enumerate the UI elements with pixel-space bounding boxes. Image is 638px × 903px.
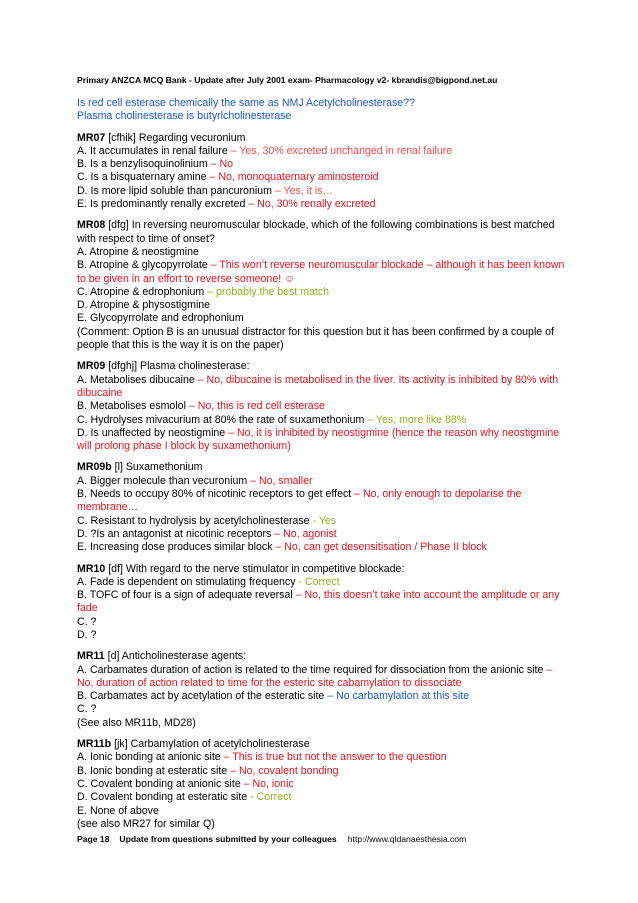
answer-option xyxy=(77,805,567,818)
option-text: A. Carbamates duration of action is related to the time required for dissociation from the anionic site xyxy=(77,663,544,676)
option-text: (see also MR27 for similar Q) xyxy=(77,817,215,830)
intro-question: Is red cell esterase chemically the same as NMJ Acetylcholinesterase?? xyxy=(77,97,415,109)
answer-comment: – Yes, 30% excreted unchanged in renal failure xyxy=(227,144,453,157)
question-block xyxy=(77,555,567,643)
answer-option xyxy=(77,818,567,831)
answer-option xyxy=(77,326,567,353)
option-text: B. Carbamates act by acetylation of the esteratic site xyxy=(77,690,325,703)
answer-option xyxy=(77,690,567,703)
question-block xyxy=(77,642,567,730)
answer-comment: - Yes xyxy=(309,514,337,527)
answer-comment: – No, this doesn’t take into account the amplitude or any fade xyxy=(77,589,560,615)
option-text: B. Needs to occupy 80% of nicotinic receptors to get effect xyxy=(77,488,352,501)
answer-comment: – No, agonist xyxy=(271,527,337,540)
question-block xyxy=(77,453,567,554)
question-stem xyxy=(77,219,567,246)
answer-option xyxy=(77,246,567,259)
answer-comment: – No xyxy=(207,158,234,171)
answer-option xyxy=(77,751,567,764)
option-text: C. Atropine & edrophonium xyxy=(77,285,205,298)
question-id: MR09 xyxy=(77,360,106,373)
answer-option xyxy=(77,778,567,791)
option-text: C. ? xyxy=(77,615,97,628)
answer-option xyxy=(77,488,567,515)
option-text: A. Metabolises dibucaine xyxy=(77,373,195,386)
answer-option xyxy=(77,717,567,730)
answer-comment: – No, it is inhibited by neostigmine (hence the reason why neostigmine will prolong phase I block by suxamethonium) xyxy=(77,426,560,453)
page-header: Primary ANZCA MCQ Bank - Update after July 2001 exam- Pharmacology v2- kbrandis@bigpond.net.au xyxy=(77,75,498,85)
page-footer xyxy=(77,834,567,844)
option-text: A. Atropine & neostigmine xyxy=(77,245,199,258)
question-text: [cfhik] Regarding vecuronium xyxy=(105,131,246,144)
option-text: B. Atropine & glycopyrrolate xyxy=(77,259,208,272)
answer-comment: – No, 30% renally excreted xyxy=(245,198,376,211)
answer-comment: – probably the best match xyxy=(204,285,330,298)
answer-option xyxy=(77,158,567,171)
question-stem xyxy=(77,360,567,373)
answer-option xyxy=(77,427,567,454)
question-stem xyxy=(77,461,567,474)
option-text: C. Covalent bonding at anionic site xyxy=(77,777,241,790)
question-text: [d] Anticholinesterase agents: xyxy=(104,650,247,663)
question-id: MR09b xyxy=(77,461,112,474)
answer-option xyxy=(77,616,567,629)
option-text: C. Is a bisquaternary amine xyxy=(77,171,207,184)
answer-comment: – Yes, it is… xyxy=(271,184,334,197)
option-text: D. Covalent bonding at esteratic site xyxy=(77,791,248,804)
option-text: C. Resistant to hydrolysis by acetylcholinesterase xyxy=(77,514,310,527)
answer-comment: – No, duration of action related to time for the esteric site cabamylation to dissociate xyxy=(77,663,553,689)
answer-option xyxy=(77,259,567,286)
footer-message: Update from questions submitted by your colleagues xyxy=(119,834,337,844)
answer-option xyxy=(77,576,567,589)
answer-option xyxy=(77,299,567,312)
question-list xyxy=(77,132,567,832)
answer-comment: – Yes, more like 88% xyxy=(364,413,467,426)
answer-comment: – This is true but not the answer to the question xyxy=(220,751,447,764)
question-stem xyxy=(77,132,567,145)
option-text: E. Glycopyrrolate and edrophonium xyxy=(77,312,244,325)
option-text: D. Atropine & physostigmine xyxy=(77,299,211,312)
option-text: D. ?Is an antagonist at nicotinic receptors xyxy=(77,527,272,540)
question-id: MR08 xyxy=(77,219,106,232)
answer-option xyxy=(77,374,567,401)
option-text: C. Hydrolyses mivacurium at 80% the rate of suxamethonium xyxy=(77,413,365,426)
answer-comment: – No, monoquaternary aminosteroid xyxy=(206,171,379,184)
question-id: MR07 xyxy=(77,131,106,144)
answer-comment: – No, only enough to depolarise the membrane… xyxy=(77,488,522,514)
option-text: (Comment: Option B is an unusual distractor for this question but it has been confirmed by a couple of people that this is the way it is on the paper) xyxy=(77,325,554,352)
answer-option xyxy=(77,791,567,804)
answer-option xyxy=(77,765,567,778)
answer-option xyxy=(77,629,567,642)
question-text: [jk] Carbamylation of acetylcholinesterase xyxy=(111,738,310,751)
answer-comment: – No, this is red cell esterase xyxy=(185,400,325,413)
option-text: A. Fade is dependent on stimulating frequency xyxy=(77,575,296,588)
intro-answer: Plasma cholinesterase is butyrlcholinesterase xyxy=(77,110,292,123)
option-text: D. ? xyxy=(77,628,97,641)
answer-option xyxy=(77,475,567,488)
option-text: A. It accumulates in renal failure xyxy=(77,144,228,157)
question-text: [l] Suxamethonium xyxy=(111,461,203,474)
option-text: C. ? xyxy=(77,703,97,716)
question-block xyxy=(77,730,567,831)
answer-comment: – No, ionic xyxy=(240,777,294,790)
option-text: A. Ionic bonding at anionic site xyxy=(77,751,221,764)
option-text: D. Is more lipid soluble than pancuronium xyxy=(77,184,272,197)
question-stem xyxy=(77,650,567,663)
answer-comment: - Correct xyxy=(247,791,292,804)
option-text: B. Is a benzylisoquinolinium xyxy=(77,158,208,171)
page-number: Page 18 xyxy=(77,834,110,844)
answer-option xyxy=(77,286,567,299)
option-text: E. None of above xyxy=(77,804,159,817)
question-stem xyxy=(77,738,567,751)
answer-option xyxy=(77,703,567,716)
option-text: B. Ionic bonding at esteratic site xyxy=(77,764,228,777)
question-stem xyxy=(77,563,567,576)
question-id: MR11 xyxy=(77,650,105,663)
answer-option xyxy=(77,528,567,541)
answer-comment: – No, covalent bonding xyxy=(227,764,339,777)
answer-option xyxy=(77,414,567,427)
answer-option xyxy=(77,145,567,158)
answer-option xyxy=(77,198,567,211)
page-content xyxy=(77,97,567,831)
answer-option xyxy=(77,185,567,198)
option-text: A. Bigger molecule than vecuronium xyxy=(77,474,248,487)
footer-url[interactable]: http://www.qldanaesthesia.com xyxy=(347,834,467,844)
answer-option xyxy=(77,171,567,184)
question-block xyxy=(77,352,567,453)
option-text: E. Is predominantly renally excreted xyxy=(77,198,246,211)
question-text: [dfg] In reversing neuromuscular blockade, which of the following combinations is best matched with respect to time of onset? xyxy=(77,219,555,245)
answer-comment: – No, smaller xyxy=(247,474,313,487)
question-id: MR10 xyxy=(77,562,106,575)
option-text: E. Increasing dose produces similar block xyxy=(77,541,273,554)
option-text: B. TOFC of four is a sign of adequate reversal xyxy=(77,589,293,602)
answer-comment: – No, can get desensitisation / Phase II block xyxy=(272,541,487,554)
answer-option xyxy=(77,515,567,528)
answer-option xyxy=(77,541,567,554)
question-text: [df] With regard to the nerve stimulator in competitive blockade: xyxy=(105,562,405,575)
question-id: MR11b xyxy=(77,738,112,751)
option-text: B. Metabolises esmolol xyxy=(77,400,186,413)
answer-comment: – No carbamylation at this site xyxy=(324,690,470,703)
answer-option xyxy=(77,664,567,691)
answer-option xyxy=(77,312,567,325)
answer-comment: – No, dibucaine is metabolised in the liver. Its activity is inhibited by 80% with dibucaine xyxy=(77,373,559,399)
answer-comment: – This won’t reverse neuromuscular blockade – although it has been known to be given in an effort to reverse someone! ☺ xyxy=(77,259,565,285)
question-block xyxy=(77,132,567,212)
question-block xyxy=(77,211,567,352)
question-text: [dfghj] Plasma cholinesterase: xyxy=(105,360,250,373)
answer-option xyxy=(77,400,567,413)
option-text: D. Is unaffected by neostigmine xyxy=(77,426,226,439)
answer-option xyxy=(77,589,567,616)
option-text: (See also MR11b, MD28) xyxy=(77,716,196,729)
answer-comment: - Correct xyxy=(295,575,340,588)
